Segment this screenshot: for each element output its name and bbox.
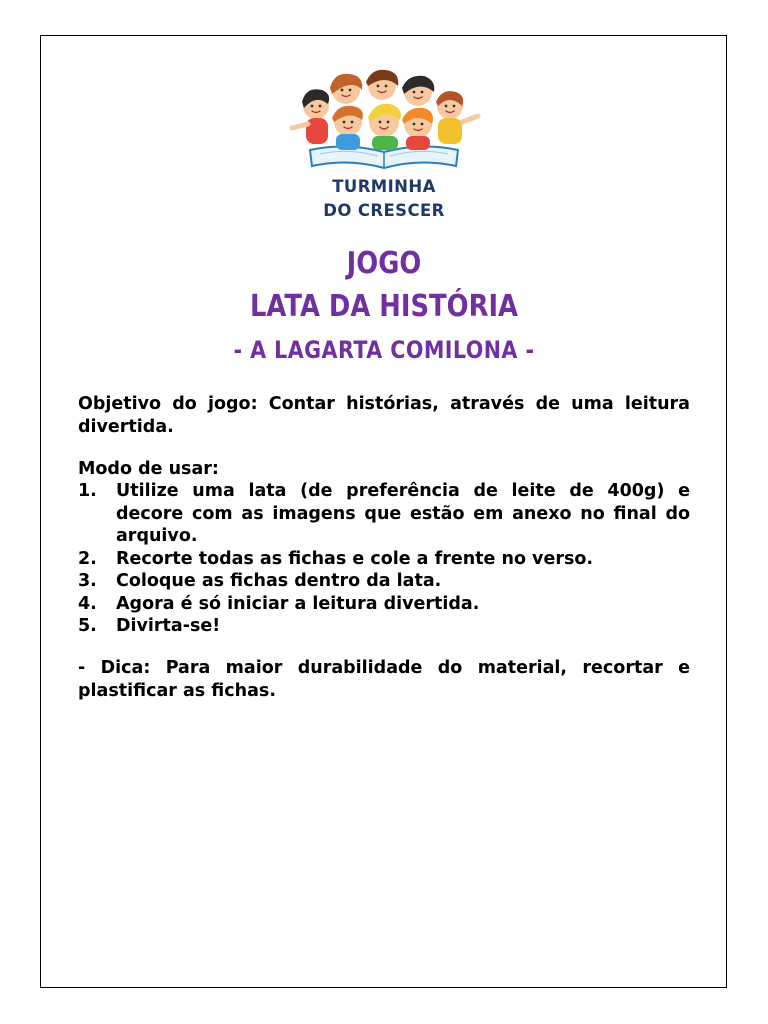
tip-paragraph: - Dica: Para maior durabilidade do material, recortar e plastificar as fichas. (78, 658, 690, 701)
usage-heading: Modo de usar: (78, 459, 219, 479)
step-number: 3. (78, 571, 97, 591)
step-text: Recorte todas as fichas e cole a frente no verso. (116, 548, 594, 569)
list-item (78, 548, 690, 571)
step-text: Divirta-se! (116, 616, 221, 636)
step-text: Coloque as fichas dentro da lata. (116, 571, 442, 591)
brand-name-line-1: TURMINHA (332, 177, 436, 196)
step-number: 4. (78, 593, 97, 614)
step-text: Utilize uma lata (de preferência de leite de 400g) e decore com as imagens que estão em anexo no final do arquivo. (116, 481, 690, 546)
objective-paragraph: Objetivo do jogo: Contar histórias, através de uma leitura divertida. (78, 394, 690, 437)
subtitle: - A LAGARTA COMILONA - (233, 336, 535, 364)
brand-name-line-2: DO CRESCER (323, 201, 445, 220)
usage-steps-list (78, 480, 690, 638)
list-item (78, 570, 690, 593)
step-number: 1. (78, 481, 97, 501)
step-number: 2. (78, 548, 97, 569)
list-item (78, 480, 690, 548)
step-number: 5. (78, 616, 97, 636)
list-item (78, 593, 690, 616)
list-item (78, 615, 690, 638)
turminha-logo-illustration (286, 64, 482, 176)
step-text: Agora é só iniciar a leitura divertida. (116, 593, 480, 614)
title-line-1: JOGO (346, 246, 422, 281)
kids-group (292, 70, 478, 150)
title-line-2: LATA DA HISTÓRIA (249, 289, 519, 324)
